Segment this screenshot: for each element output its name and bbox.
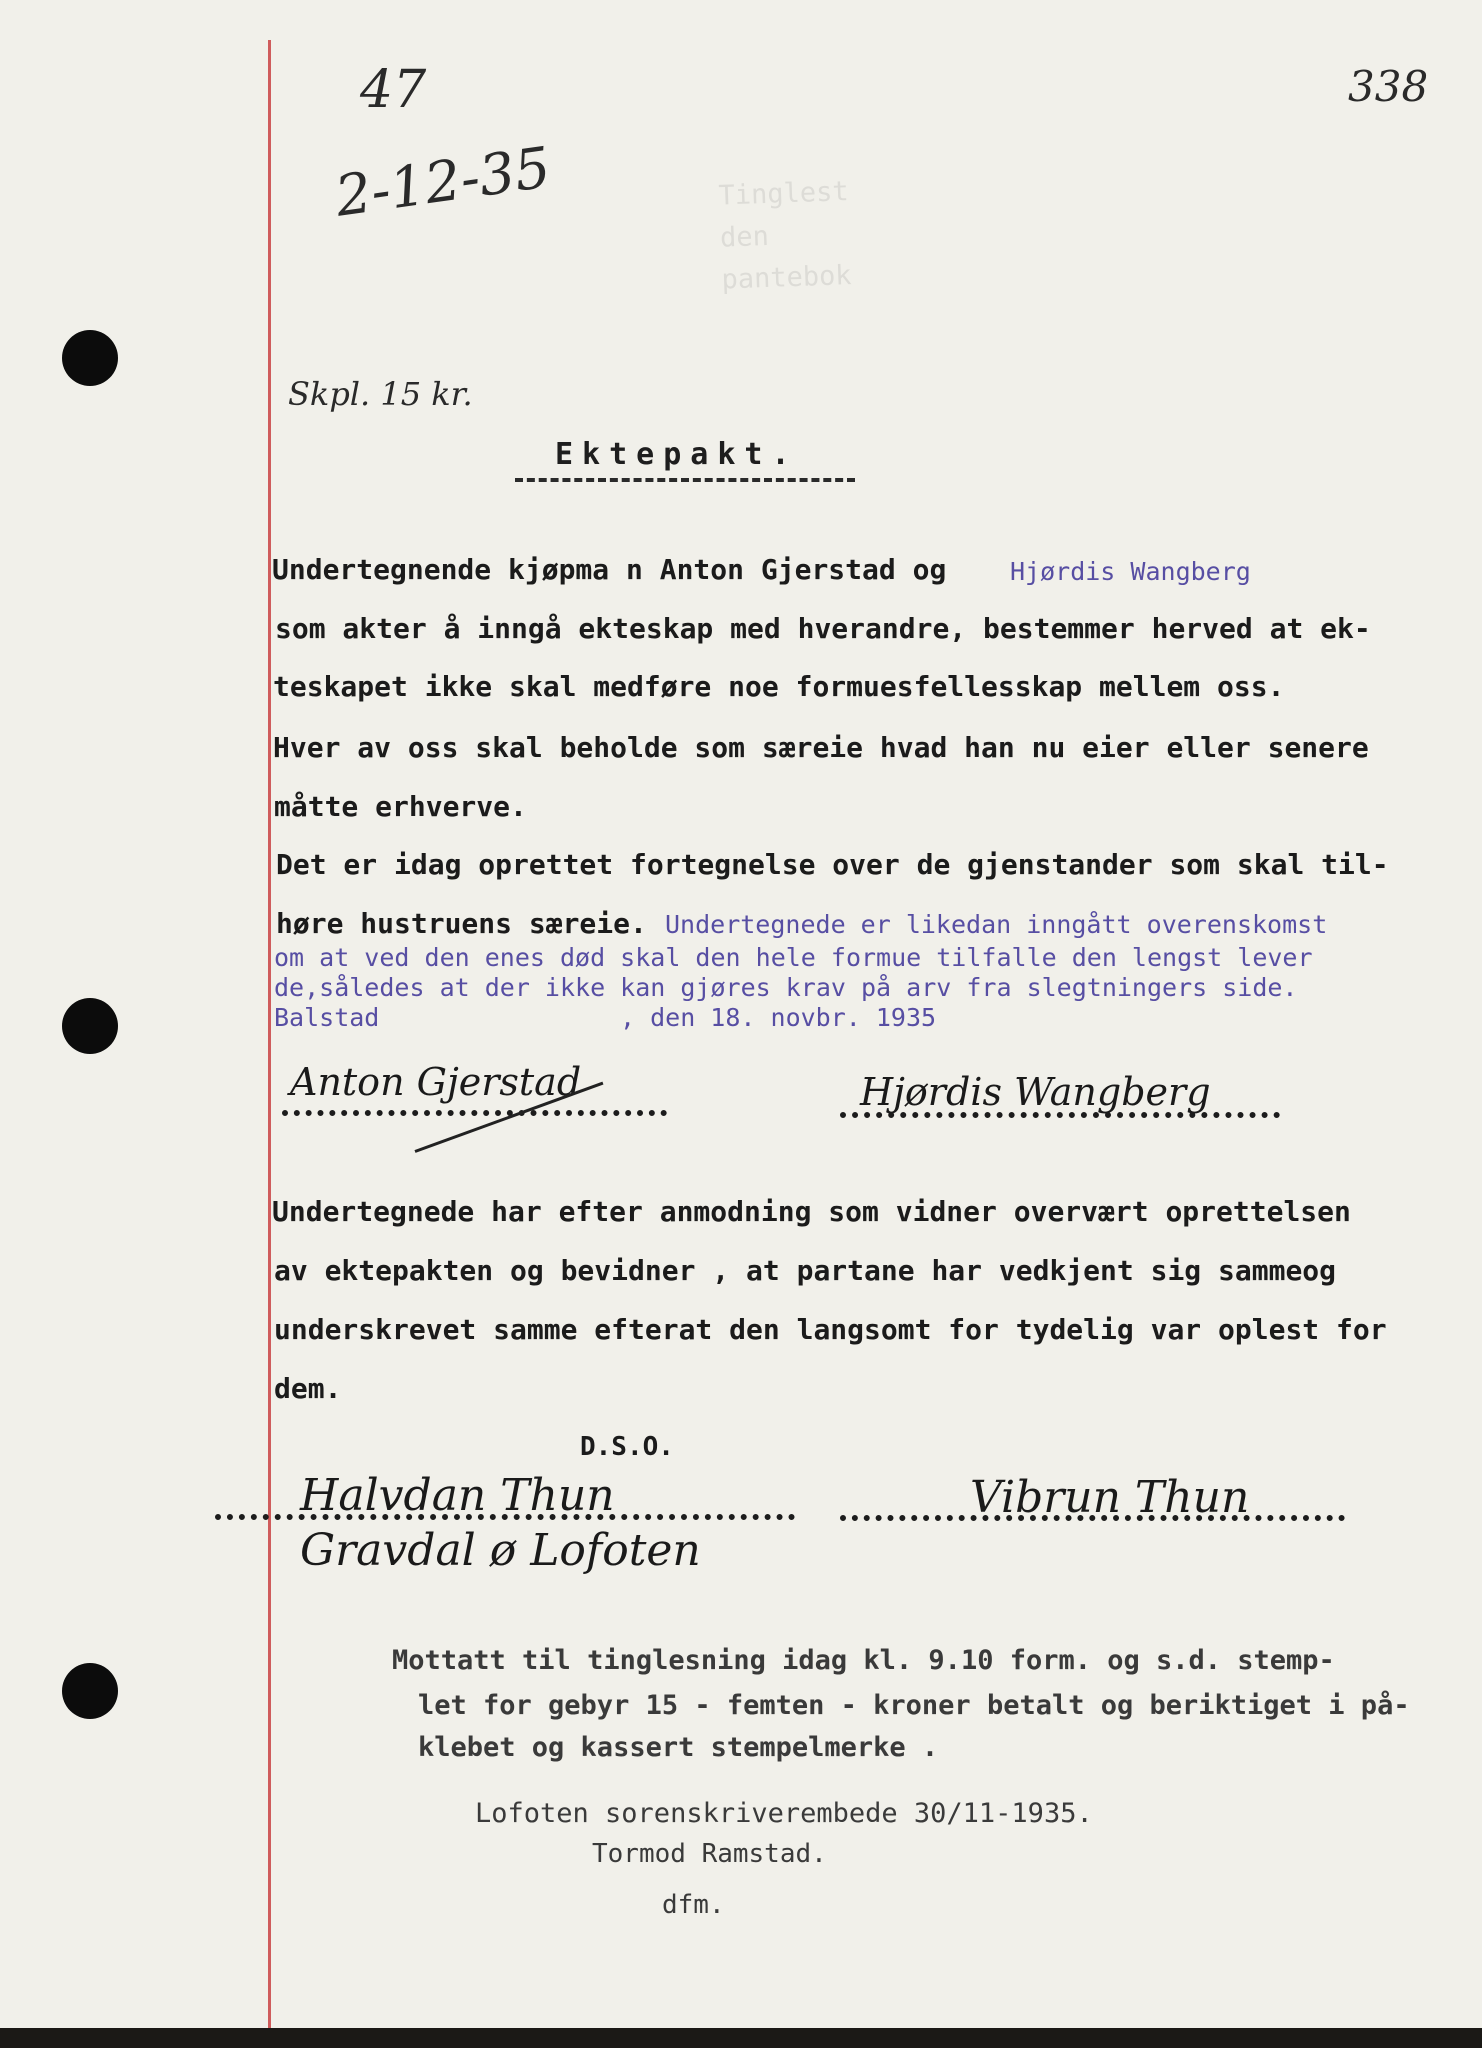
reference-date: 2-12-35 xyxy=(331,135,555,230)
date-line: , den 18. novbr. 1935 xyxy=(620,1003,937,1032)
registration-signer: Tormod Ramstad. xyxy=(592,1839,827,1869)
registration-office: Lofoten sorenskriverembede 30/11-1935. xyxy=(475,1798,1093,1829)
witness-line: av ektepakten og bevidner , at partane har vedkjent sig sammeog xyxy=(274,1254,1337,1287)
stamp-line: Tinglest xyxy=(718,176,850,212)
title-underline xyxy=(515,478,855,482)
wife-signature: Hjørdis Wangberg xyxy=(860,1070,1211,1114)
body-line: teskapet ikke skal medføre noe formuesfellesskap mellem oss. xyxy=(273,670,1285,703)
place: Balstad xyxy=(274,1003,380,1032)
addendum-line: om at ved den enes død skal den hele formue tilfalle den lengst lever xyxy=(274,943,1313,972)
body-line: Hver av oss skal beholde som særeie hvad han nu eier eller senere xyxy=(273,731,1369,764)
registration-line: Mottatt til tinglesning idag kl. 9.10 form. og s.d. stemp- xyxy=(392,1645,1335,1676)
witness-line: underskrevet samme efterat den langsomt for tydelig var oplest for xyxy=(274,1313,1387,1346)
red-margin-line xyxy=(268,40,271,2035)
addendum-line: de,således at der ikke kan gjøres krav på arv fra slegtningers side. xyxy=(274,973,1298,1002)
witness-1-signature-line xyxy=(215,1514,795,1520)
wife-signature-line xyxy=(840,1112,1280,1118)
registration-line: let for gebyr 15 - femten - kroner betalt og beriktiget i på- xyxy=(418,1690,1410,1721)
witness-line: Undertegnede har efter anmodning som vidner overvært oprettelsen xyxy=(272,1195,1351,1228)
body-line: som akter å inngå ekteskap med hverandre, bestemmer herved at ek- xyxy=(275,612,1371,645)
addendum-line: Undertegnede er likedan inngått overenskomst xyxy=(665,910,1328,939)
witness-1-signature: Halvdan Thun xyxy=(300,1470,615,1521)
body-line-wife: høre hustruens særeie. xyxy=(276,907,647,940)
body-line: Det er idag oprettet fortegnelse over de gjenstander som skal til- xyxy=(276,848,1389,881)
husband-signature: Anton Gjerstad xyxy=(290,1060,582,1104)
bride-name: Hjørdis Wangberg xyxy=(1010,557,1251,586)
page-number: 338 xyxy=(1348,62,1429,111)
punch-hole-top xyxy=(62,330,118,386)
punch-hole-bottom xyxy=(62,1663,118,1719)
punch-hole-middle xyxy=(62,998,118,1054)
body-line: måtte erhverve. xyxy=(274,790,527,823)
registration-signer-title: dfm. xyxy=(662,1890,725,1920)
faint-registration-stamp xyxy=(718,164,1042,301)
stamp-line: pantebok xyxy=(721,260,853,296)
witness-1-location: Gravdal ø Lofoten xyxy=(300,1525,701,1576)
opening-line: Undertegnende kjøpma n Anton Gjerstad og xyxy=(272,553,947,586)
witness-2-signature-line xyxy=(840,1515,1345,1521)
witness-line: dem. xyxy=(274,1372,342,1405)
dso-label: D.S.O. xyxy=(580,1432,674,1462)
document-title: Ektepakt. xyxy=(555,437,799,472)
husband-signature-line xyxy=(282,1110,667,1116)
stamp-line: den xyxy=(719,220,770,254)
fee-note: Skpl. 15 kr. xyxy=(288,375,473,413)
registration-line: klebet og kassert stempelmerke . xyxy=(418,1732,939,1763)
witness-2-signature: Vibrun Thun xyxy=(970,1472,1250,1523)
reference-number: 47 xyxy=(360,60,427,120)
